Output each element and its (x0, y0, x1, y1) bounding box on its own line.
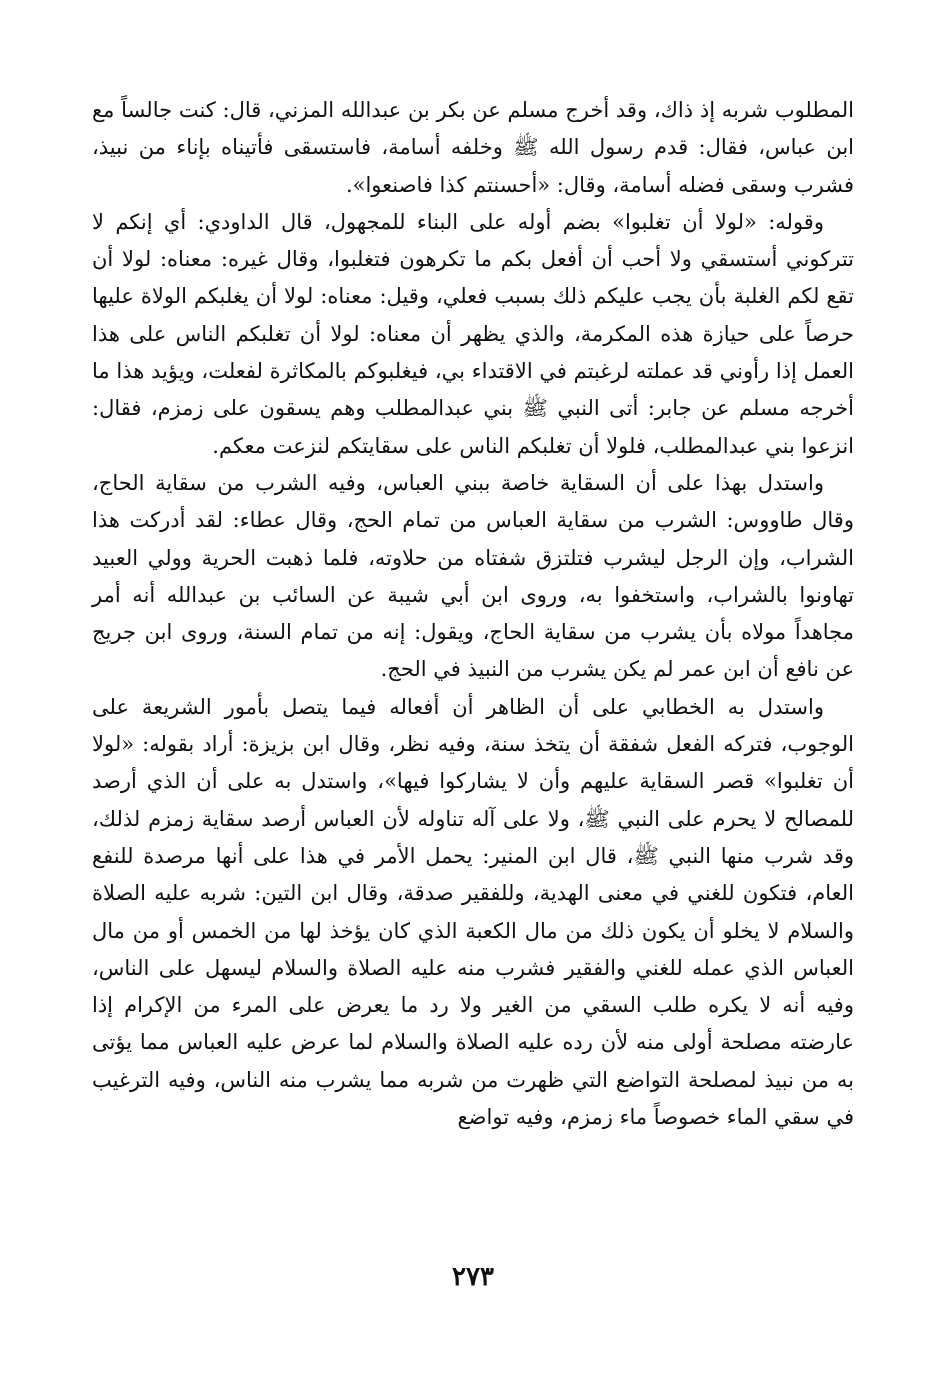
page-body (92, 92, 854, 1136)
paragraph-2: وقوله: «لولا أن تغلبوا» بضم أوله على البناء للمجهول، قال الداودي: أي إنكم لا تتركوني أستسقي ولا أحب أن أفعل بكم ما تكرهون فتغلبوا، وقال غيره: معناه: لولا أن تقع لكم الغلبة بأن يجب عليكم ذلك بسبب فعلي، وقيل: معناه: لولا أن يغلبكم الولاة عليها حرصاً على حيازة هذه المكرمة، والذي يظهر أن معناه: لولا أن تغلبكم الناس على هذا العمل إذا رأوني قد عملته لرغبتم في الاقتداء بي، فيغلبوكم بالمكاثرة لفعلت، ويؤيد هذا ما أخرجه مسلم عن جابر: أتى النبي ﷺ بني عبدالمطلب وهم يسقون على زمزم، فقال: انزعوا بني عبدالمطلب، فلولا أن تغلبكم الناس على سقايتكم لنزعت معكم. (92, 209, 854, 458)
page-number: ٢٧٣ (452, 1262, 494, 1292)
paragraph-1: المطلوب شربه إذ ذاك، وقد أخرج مسلم عن بكر بن عبدالله المزني، قال: كنت جالساً مع ابن عباس، فقال: قدم رسول الله ﷺ وخلفه أسامة، فاستسقى فأتيناه بإناء من نبيذ، فشرب وسقى فضله أسامة، وقال: «أحسنتم كذا فاصنعوا». (92, 98, 854, 197)
paragraph-4: واستدل به الخطابي على أن الظاهر أن أفعاله فيما يتصل بأمور الشريعة على الوجوب، فتركه الفعل شفقة أن يتخذ سنة، وفيه نظر، وقال ابن بزيزة: أراد بقوله: «لولا أن تغلبوا» قصر السقاية عليهم وأن لا يشاركوا فيها»، واستدل به على أن الذي أرصد للمصالح لا يحرم على النبي ﷺ، ولا على آله تناوله لأن العباس أرصد سقاية زمزم لذلك، وقد شرب منها النبي ﷺ، قال ابن المنير: يحمل الأمر في هذا على أنها مرصدة للنفع العام، فتكون للغني في معنى الهدية، وللفقير صدقة، وقال ابن التين: شربه عليه الصلاة والسلام لا يخلو أن يكون ذلك من مال الكعبة الذي كان يؤخذ لها من الخمس أو من مال العباس الذي عمله للغني والفقير فشرب منه عليه الصلاة والسلام ليسهل على الناس، وفيه أنه لا يكره طلب السقي من الغير ولا رد ما يعرض على المرء من الإكرام إذا عارضته مصلحة أولى منه لأن رده عليه الصلاة والسلام لما عرض عليه العباس مما يؤتى به من نبيذ لمصلحة التواضع التي ظهرت من شربه مما يشرب منه الناس، وفيه الترغيب في سقي الماء خصوصاً ماء زمزم، وفيه تواضع (92, 694, 854, 1130)
paragraph-3: واستدل بهذا على أن السقاية خاصة ببني العباس، وفيه الشرب من سقاية الحاج، وقال طاووس: الشرب من سقاية العباس من تمام الحج، وقال عطاء: لقد أدركت هذا الشراب، وإن الرجل ليشرب فتلتزق شفتاه من حلاوته، فلما ذهبت الحرية وولي العبيد تهاونوا بالشراب، واستخفوا به، وروى ابن أبي شيبة عن السائب بن عبدالله أنه أمر مجاهداً مولاه بأن يشرب من سقاية الحاج، ويقول: إنه من تمام السنة، وروى ابن جريج عن نافع أن ابن عمر لم يكن يشرب من النبيذ في الحج. (92, 470, 854, 682)
